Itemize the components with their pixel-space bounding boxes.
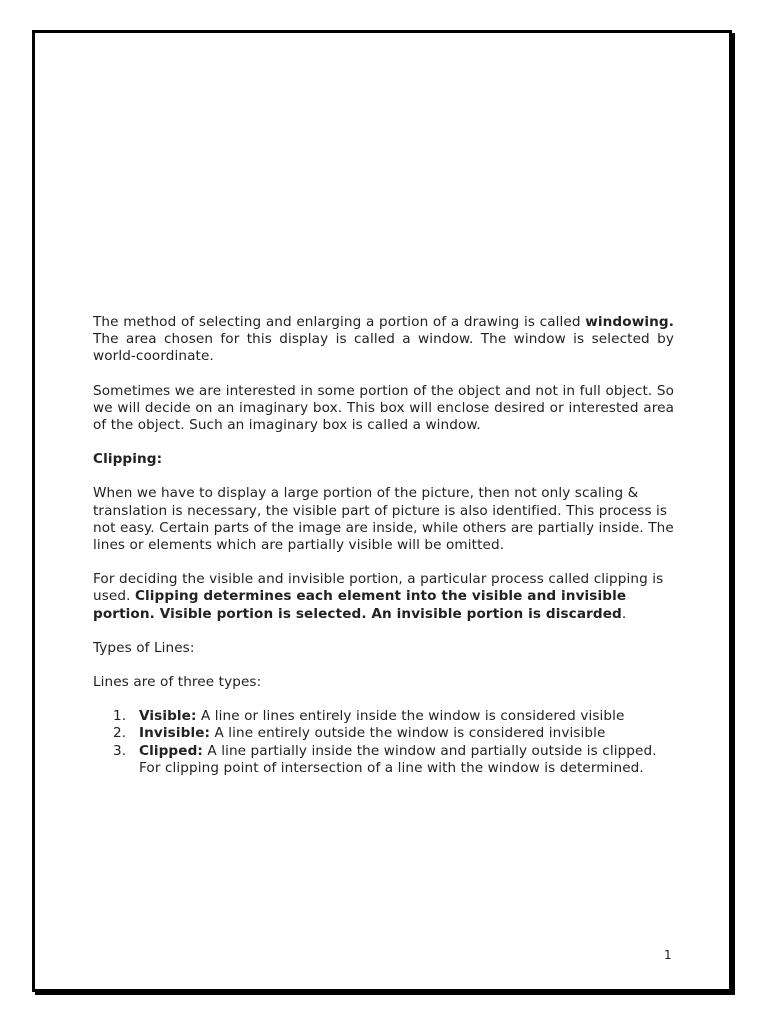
list-item-number: 3. (113, 742, 127, 759)
page-number: 1 (664, 948, 672, 962)
list-item (93, 708, 674, 725)
list-item-description: A line partially inside the window and partially outside is clipped. For clipping point of intersection of a line with the window is determined. (139, 742, 657, 776)
paragraph-clipping-bold: Clipping determines each element into the visible and invisible portion. Visible portion is selected. An invisible portion is discarded (93, 588, 627, 622)
paragraph-windowing (93, 314, 674, 366)
list-item (93, 725, 674, 742)
term-windowing: windowing. (585, 314, 674, 330)
list-item-number: 1. (113, 708, 127, 725)
list-item (93, 743, 674, 777)
list-item-term: Invisible: (139, 725, 211, 742)
paragraph-clipping-definition (93, 571, 674, 623)
paragraph-clipping-end: . (621, 605, 627, 622)
document-body (93, 314, 674, 777)
list-item-description: A line or lines entirely inside the window is considered visible (196, 708, 625, 725)
list-item-description: A line entirely outside the window is considered invisible (210, 725, 606, 742)
paragraph-clipping-intro: When we have to display a large portion of the picture, then not only scaling & translation is necessary, the visible part of picture is also identified. This process is not easy. Certain parts of the image are inside, while others are partially inside. The lines or elements which are partially visible will be omitted. (93, 485, 674, 554)
line-types-list (93, 708, 674, 777)
heading-types-of-lines: Types of Lines: (93, 639, 195, 656)
heading-clipping: Clipping: (93, 451, 163, 468)
list-item-number: 2. (113, 725, 127, 742)
paragraph-imaginary-box: Sometimes we are interested in some portion of the object and not in full object. So we will decide on an imaginary box. This box will enclose desired or interested area of the object. Such an imaginary box is called a window. (93, 382, 674, 434)
paragraph-clipping-start: For deciding the visible and invisible portion, a particular process called clipping is used. (93, 571, 664, 605)
list-item-term: Visible: (139, 708, 197, 725)
list-item-term: Clipped: (139, 742, 203, 759)
paragraph-windowing-end: The area chosen for this display is called a window. The window is selected by world-coordinate. (93, 331, 674, 365)
paragraph-windowing-start: The method of selecting and enlarging a portion of a drawing is called (93, 314, 581, 330)
paragraph-types-intro: Lines are of three types: (93, 674, 262, 691)
